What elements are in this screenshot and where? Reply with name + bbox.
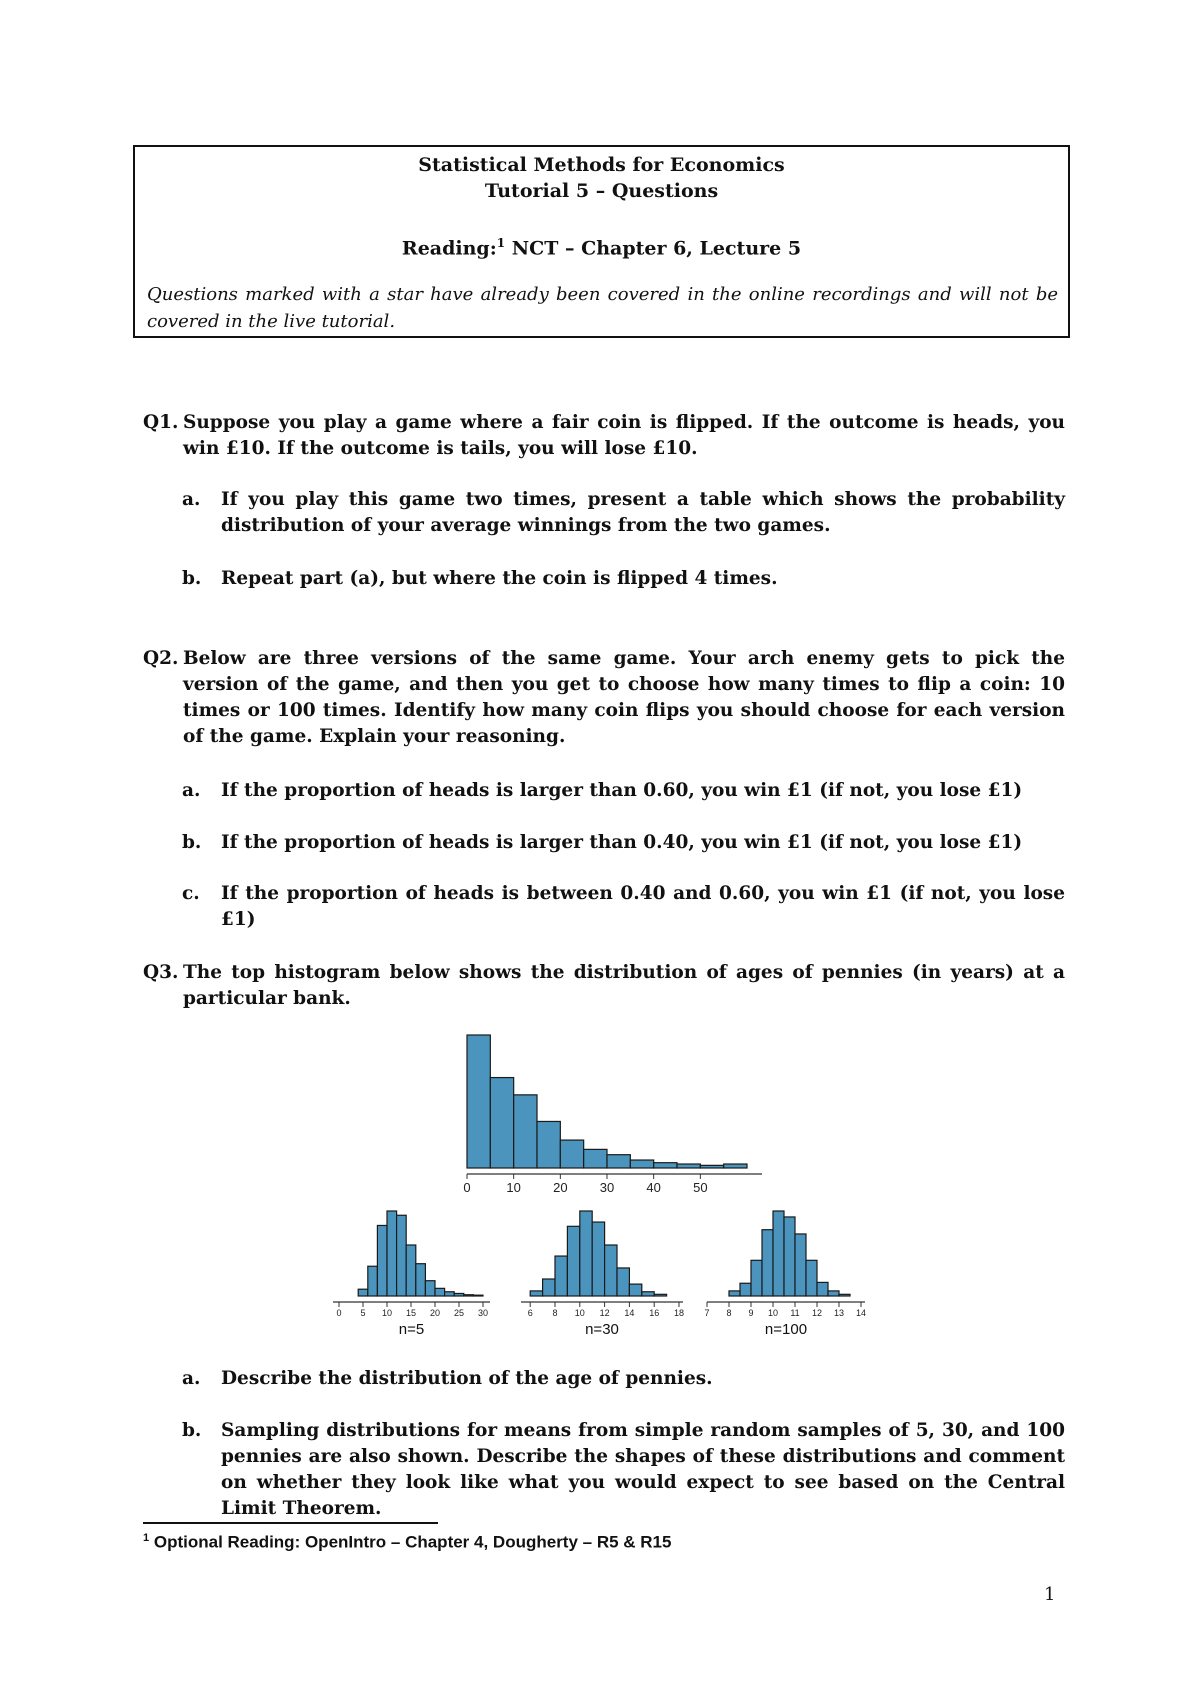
histogram-n100: [704, 1211, 866, 1338]
histogram-bar: [435, 1288, 445, 1296]
x-tick-label: 16: [649, 1308, 660, 1318]
x-tick-label: 0: [463, 1180, 471, 1195]
histogram-bar: [605, 1245, 617, 1296]
reading-footnote-ref[interactable]: 1: [496, 236, 506, 250]
histogram-bar: [828, 1291, 839, 1296]
histogram-bar: [607, 1155, 630, 1168]
x-tick-label: 10: [381, 1308, 393, 1318]
footnote-separator: [143, 1522, 438, 1524]
x-tick-label: 7: [704, 1308, 710, 1318]
question-2c-label: c.: [182, 883, 200, 904]
sample-size-label: n=30: [585, 1321, 619, 1338]
histogram-bar: [839, 1294, 850, 1296]
histogram-bar: [806, 1260, 817, 1296]
question-2b-label: b.: [182, 832, 202, 853]
question-2a-label: a.: [182, 780, 201, 801]
x-tick-label: 10: [574, 1308, 585, 1318]
histogram-bar: [817, 1282, 828, 1296]
x-tick-label: 11: [790, 1308, 800, 1318]
x-tick-label: 40: [646, 1180, 661, 1195]
question-1b-text: Repeat part (a), but where the coin is flipped 4 times.: [221, 568, 778, 589]
question-1-label: Q1.: [143, 412, 179, 433]
histogram-bar: [617, 1268, 629, 1296]
x-tick-label: 14: [624, 1308, 635, 1318]
x-tick-label: 18: [673, 1308, 685, 1318]
histogram-bar: [773, 1211, 784, 1296]
histogram-bar: [530, 1291, 542, 1296]
question-3b: [182, 1418, 1065, 1522]
sample-size-label: n=100: [764, 1321, 808, 1338]
histogram-bar: [514, 1095, 537, 1168]
page-number: 1: [1044, 1584, 1056, 1605]
histogram-bar: [729, 1291, 740, 1296]
histogram-bar: [416, 1264, 426, 1296]
histogram-bar: [490, 1078, 513, 1168]
x-tick-label: 12: [599, 1308, 610, 1318]
x-tick-label: 20: [553, 1180, 568, 1195]
histogram-penny-ages: [463, 1035, 762, 1195]
histogram-bar: [555, 1256, 567, 1296]
sample-size-label: n=5: [398, 1321, 425, 1338]
question-2a-text: If the proportion of heads is larger than 0.60, you win £1 (if not, you lose £1): [221, 780, 1023, 801]
histogram-bar: [642, 1292, 654, 1296]
x-tick-label: 10: [767, 1308, 779, 1318]
x-tick-label: 14: [855, 1308, 867, 1318]
question-3-label: Q3.: [143, 962, 179, 983]
histogram-bar: [543, 1279, 555, 1296]
histogram-bar: [454, 1293, 464, 1296]
x-tick-label: 9: [748, 1308, 754, 1318]
document-subtitle: Tutorial 5 – Questions: [484, 180, 719, 202]
histogram-bar: [397, 1215, 407, 1296]
histogram-bar: [473, 1295, 483, 1296]
question-2-label: Q2.: [143, 648, 179, 669]
question-3a-text: Describe the distribution of the age of pennies.: [221, 1368, 713, 1389]
footnote-text: Optional Reading: OpenIntro – Chapter 4, Dougherty – R5 & R15: [149, 1532, 672, 1552]
question-1b-label: b.: [182, 568, 202, 589]
x-tick-label: 0: [336, 1308, 342, 1318]
x-tick-label: 15: [405, 1308, 417, 1318]
x-tick-label: 13: [833, 1308, 845, 1318]
histogram-bar: [467, 1035, 490, 1168]
footnote: [143, 1532, 671, 1553]
histogram-bar: [751, 1260, 762, 1296]
document-title: Statistical Methods for Economics: [418, 154, 785, 176]
question-3-text: The top histogram below shows the distribution of ages of pennies (in years) at a particular bank.: [183, 962, 1065, 1009]
x-tick-label: 5: [360, 1308, 366, 1318]
histogram-bar: [654, 1163, 677, 1168]
tutorial-note: Questions marked with a star have already been covered in the online recordings and will not be covered in the live tutorial.: [147, 284, 1058, 332]
histogram-bar: [740, 1283, 751, 1296]
histogram-bar: [580, 1211, 592, 1296]
question-2-text: Below are three versions of the same game. Your arch enemy gets to pick the version of the game, and then you get to choose how many times to flip a coin: 10 times or 100 times. Identify how many coin flips you should choose for each version of the game. Explain your reasoning.: [183, 648, 1065, 747]
question-2c-text: If the proportion of heads is between 0.40 and 0.60, you win £1 (if not, you lose £1): [221, 883, 1065, 930]
question-1a-label: a.: [182, 489, 201, 510]
question-1-text: Suppose you play a game where a fair coin is flipped. If the outcome is heads, you win £10. If the outcome is tails, you will lose £10.: [183, 412, 1065, 459]
histogram-bar: [795, 1234, 806, 1296]
histogram-bar: [368, 1266, 378, 1296]
question-2b-text: If the proportion of heads is larger than 0.40, you win £1 (if not, you lose £1): [221, 832, 1023, 853]
histogram-bar: [700, 1165, 723, 1168]
histogram-bar: [387, 1211, 397, 1296]
histogram-bar: [358, 1289, 368, 1296]
histogram-bar: [592, 1222, 604, 1296]
question-3b-text: Sampling distributions for means from simple random samples of 5, 30, and 100 pennies are also shown. Describe the shapes of these distributions and comment on whether they look like what you would expect to see based on the Central Limit Theorem.: [221, 1420, 1065, 1519]
question-3b-label: b.: [182, 1420, 202, 1441]
histogram-bar: [762, 1230, 773, 1296]
question-1a-text: If you play this game two times, present a table which shows the probability distribution of your average winnings from the two games.: [221, 489, 1065, 536]
histogram-bar: [560, 1140, 583, 1168]
x-tick-label: 30: [599, 1180, 615, 1195]
x-tick-label: 6: [527, 1308, 533, 1318]
x-tick-label: 25: [453, 1308, 465, 1318]
histogram-bar: [629, 1284, 641, 1296]
x-tick-label: 20: [429, 1308, 441, 1318]
x-tick-label: 50: [693, 1180, 708, 1195]
histogram-bar: [425, 1281, 435, 1296]
histogram-bar: [464, 1295, 474, 1296]
histogram-bar: [654, 1294, 666, 1296]
histogram-bar: [584, 1149, 607, 1168]
histogram-bar: [377, 1225, 387, 1296]
histogram-bar: [784, 1217, 795, 1296]
x-tick-label: 12: [811, 1308, 823, 1318]
x-tick-label: 8: [726, 1308, 732, 1318]
question-3a-label: a.: [182, 1368, 201, 1389]
histogram-bar: [630, 1160, 653, 1168]
histogram-bar: [406, 1245, 416, 1296]
x-tick-label: 10: [506, 1180, 521, 1195]
histogram-bar: [677, 1164, 700, 1168]
x-tick-label: 30: [477, 1308, 489, 1318]
question-3a: [182, 1366, 1065, 1392]
histogram-bar: [724, 1164, 747, 1168]
reading-text: NCT – Chapter 6, Lecture 5: [505, 237, 802, 260]
x-tick-label: 8: [552, 1308, 558, 1318]
histogram-n5: [333, 1211, 490, 1338]
histogram-bar: [567, 1226, 579, 1296]
histogram-bar: [445, 1292, 455, 1296]
histogram-bar: [537, 1121, 560, 1168]
reading-label: Reading:: [401, 237, 497, 260]
footnote-number: 1: [143, 1532, 150, 1544]
histogram-n30: [521, 1211, 684, 1338]
